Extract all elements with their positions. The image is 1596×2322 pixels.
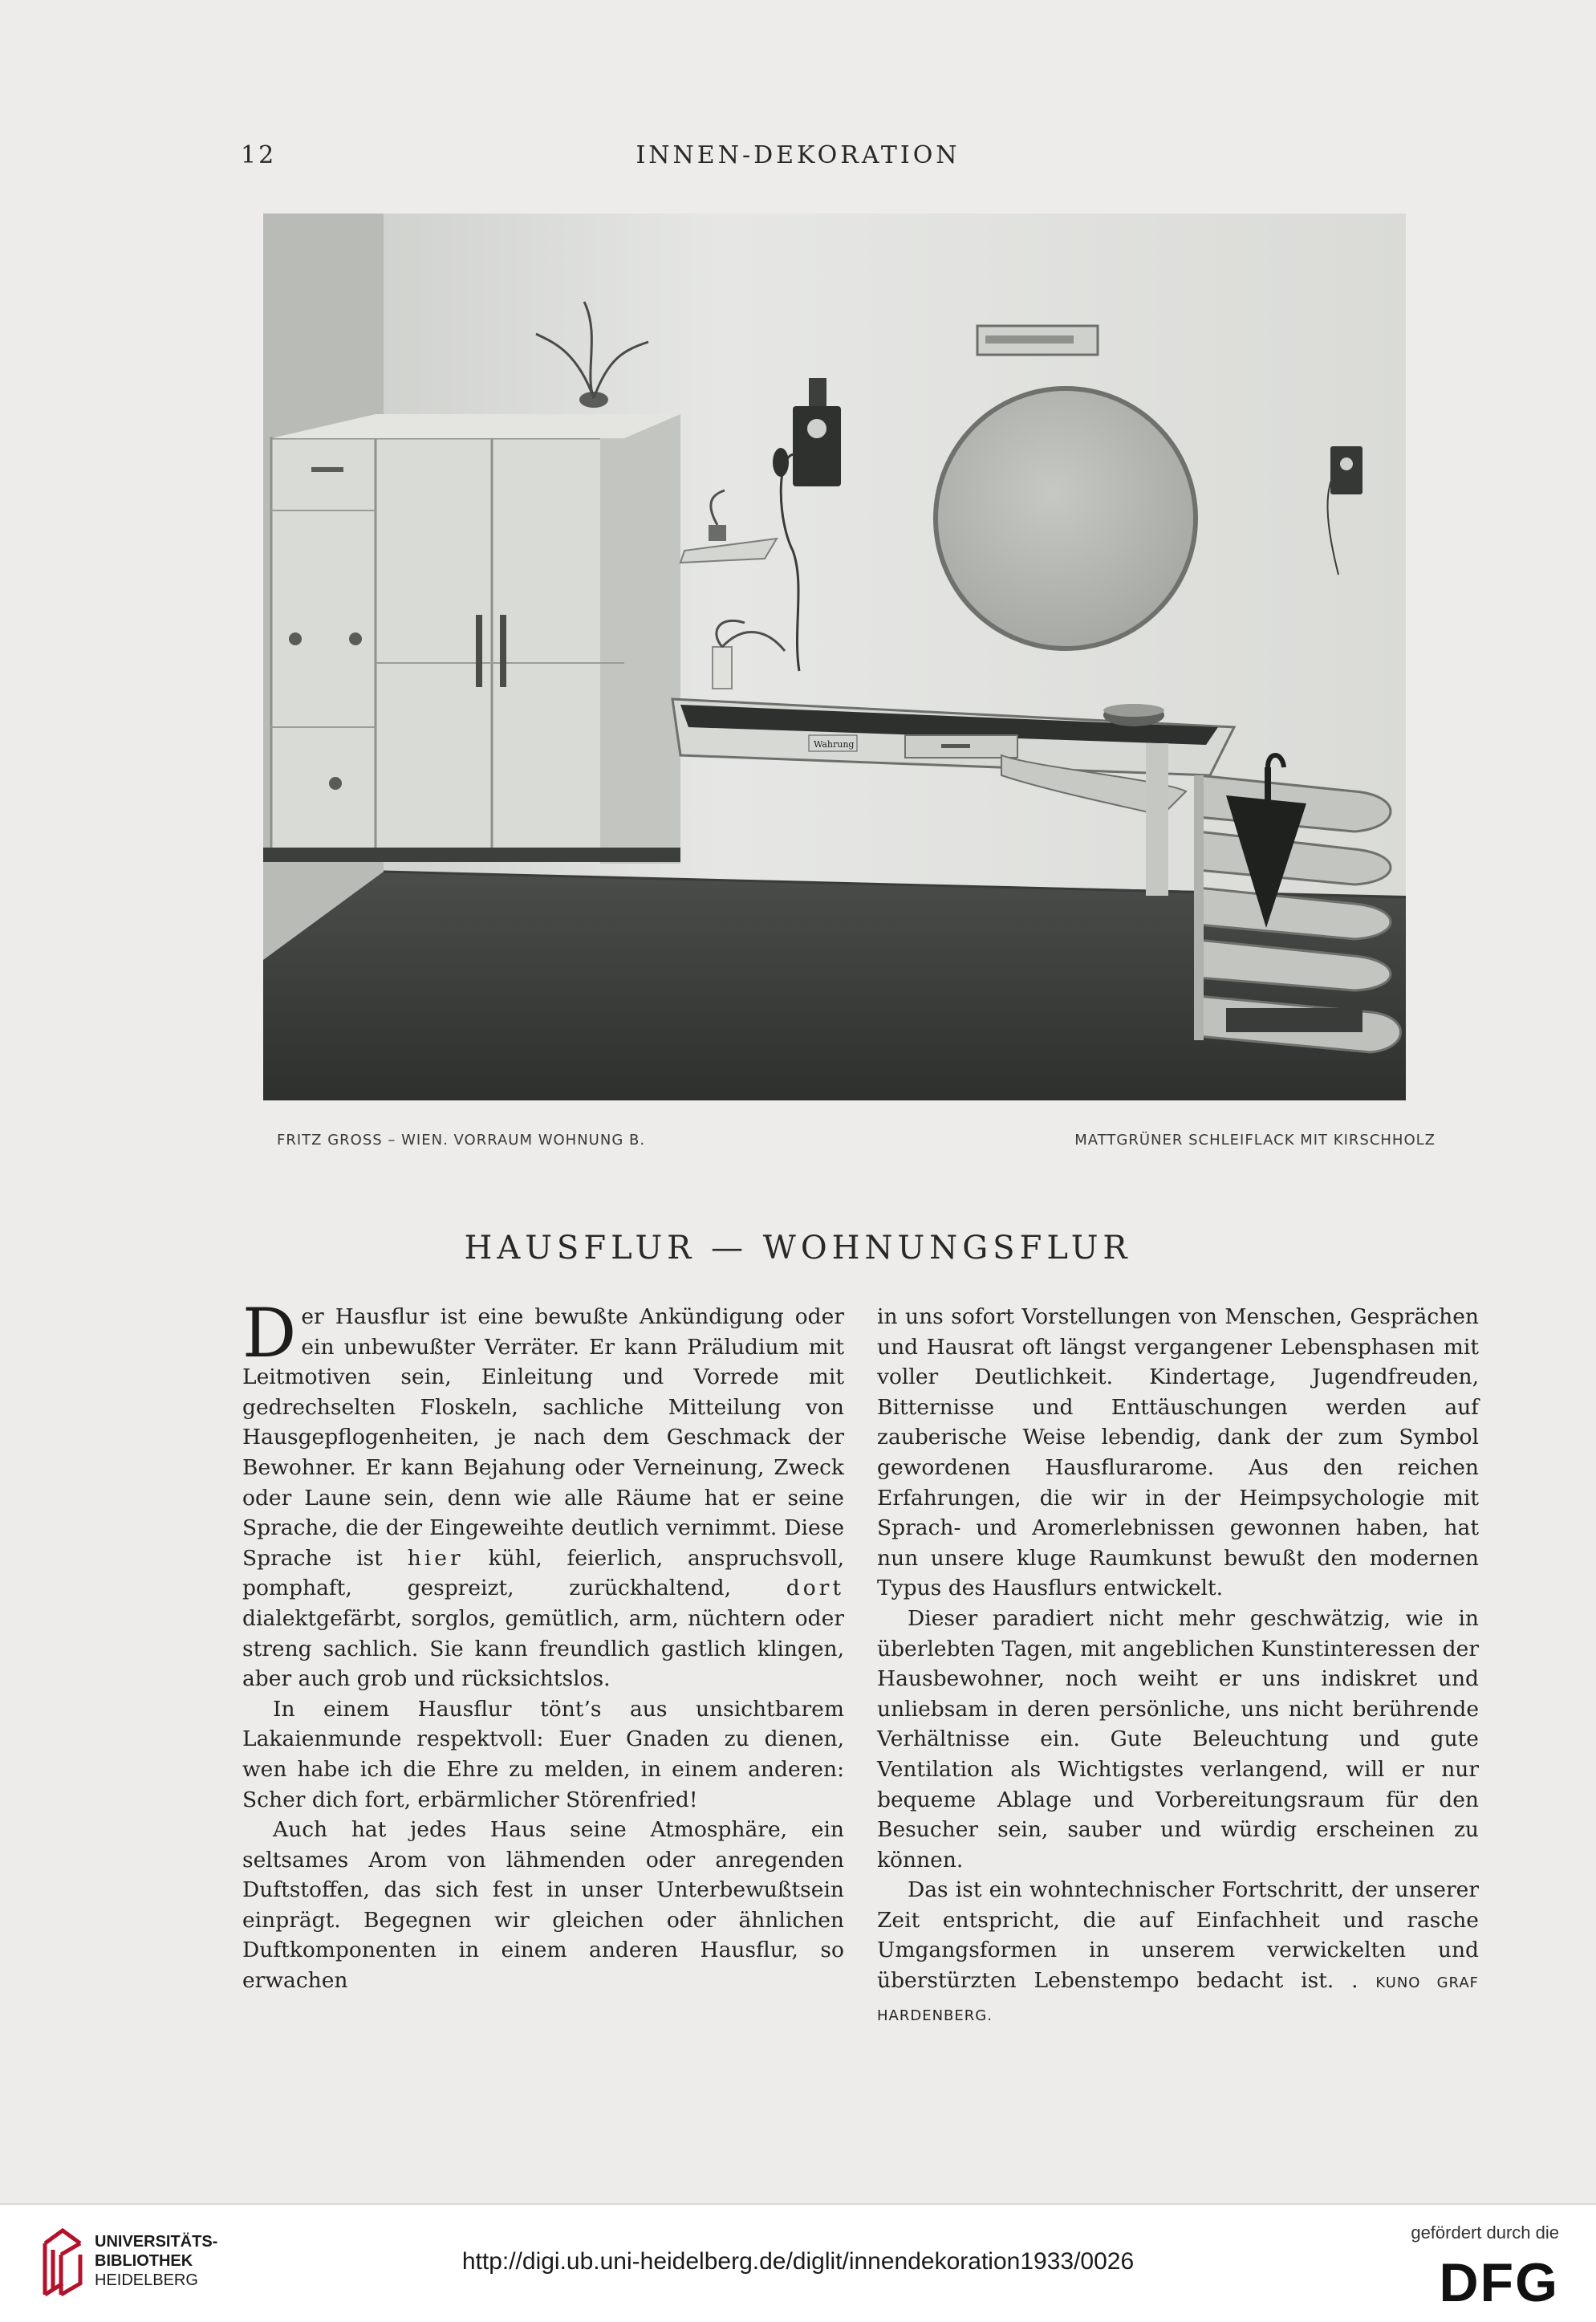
drop-cap: D: [242, 1294, 297, 1372]
emphasis-dort: dort: [786, 1576, 844, 1601]
author-signature: KUNO GRAF HARDENBERG.: [877, 1974, 1479, 2024]
label-box-text: Wahrung: [814, 739, 855, 750]
paragraph-1-end: dialektgefärbt, sorglos, gemütlich, arm, nüchtern oder streng sachlich. Sie kann freundlich gastlich klingen, aber auch grob und rücksichtslos.: [242, 1605, 844, 1692]
emphasis-hier: hier: [407, 1545, 464, 1571]
paragraph-2: In einem Hausflur tönt’s aus unsichtbarem Lakaienmunde respektvoll: Euer Gnaden zu dienen, wen habe ich die Ehre zu melden, in einem anderen: Scher dich fort, erbärmlicher Störenfried!: [242, 1696, 844, 1812]
paragraph-3-continued: in uns sofort Vorstellungen von Menschen, Gesprächen und Hausrat oft längst vergangener Lebensphasen mit voller Deutlichkeit. Kindertage, Jugendfreuden, Bitternisse und Enttäuschungen werden auf zauberische Weise lebendig, dank der zum Symbol gewordenen Hausflurarome. Aus den reichen Erfahrungen, die wir in der Heimpsychologie mit Sprach- und Aromerlebnissen gewonnen haben, hat nun unsere kluge Raumkunst bewußt den modernen Typus des Hausflurs entwickelt.: [877, 1304, 1479, 1601]
paragraph-3-start: Auch hat jedes Haus seine Atmosphäre, ein seltsames Arom von lähmenden oder anregenden Duftstoffen, das sich fest in unser Unterbewußtsein einprägt. Begegnen wir gleichen oder ähnlichen Duftkomponenten in einem anderen Hausflur, so erwachen: [242, 1817, 844, 1994]
article-title: HAUSFLUR — WOHNUNGSFLUR: [464, 1230, 1132, 1267]
caption-designer: FRITZ GROSS – WIEN. VORRAUM WOHNUNG B.: [277, 1132, 646, 1149]
photograph-vestibule: [263, 213, 1406, 1100]
library-name-line1: UNIVERSITÄTS-: [95, 2233, 218, 2251]
funding-note: gefördert durch die: [1411, 2222, 1559, 2243]
dfg-logo[interactable]: DFG: [1439, 2252, 1559, 2313]
caption-material: MATTGRÜNER SCHLEIFLACK MIT KIRSCHHOLZ: [1074, 1132, 1436, 1149]
paragraph-5: [877, 1875, 1479, 2031]
photograph-illustration: [263, 213, 1406, 1100]
paragraph-4: Dieser paradiert nicht mehr geschwätzig, wie in überlebten Tagen, mit angeblichen Kunstinteressen der Hausbewohner, noch weiht er uns indiskret und unliebsam in deren persönliche, uns nicht berührende Verhältnisse ein. Gute Beleuchtung und gute Ventilation als Wichtigstes verlangend, will er nur bequeme Ablage und Vorbereitungsraum für den Besucher sein, sauber und würdig erscheinen zu können.: [877, 1605, 1479, 1873]
page-number: 12: [241, 141, 277, 169]
paragraph-1-mid: kühl, feierlich, anspruchsvoll, pomphaft, gespreizt, zurückhaltend,: [242, 1545, 844, 1601]
text-column-right: [877, 1302, 1479, 2031]
running-title: INNEN-DEKORATION: [636, 141, 960, 169]
paragraph-1-text: er Hausflur ist eine bewußte Ankündigung oder ein unbewußter Verräter. Er kann Präludium mit Leitmotiven sein, Einleitung und Vorrede mit gedrechselten Floskeln, sachliche Mitteilung von Hausgepflogenheiten, je nach dem Geschmack der Bewohner. Er kann Bejahung oder Verneinung, Zweck oder Laune sein, denn wie alle Räume hat er seine Sprache, die der Eingeweihte deutlich vernimmt. Diese Sprache ist: [242, 1304, 844, 1571]
permalink-url[interactable]: http://digi.ub.uni-heidelberg.de/diglit/innendekoration1933/0026: [461, 2248, 1135, 2275]
digitization-footer: [0, 2203, 1596, 2322]
page-header: [0, 141, 1596, 173]
paragraph-5-text: Das ist ein wohntechnischer Fortschritt, der unserer Zeit entspricht, die auf Einfachheit und rasche Umgangsformen in unserem verwickelten und überstürzten Lebenstempo bedacht ist. .: [877, 1877, 1479, 1994]
library-name-line3: HEIDELBERG: [95, 2271, 198, 2289]
paragraph-1: [242, 1294, 844, 1694]
text-column-left: [242, 1294, 844, 1996]
library-name-line2: BIBLIOTHEK: [95, 2252, 193, 2270]
